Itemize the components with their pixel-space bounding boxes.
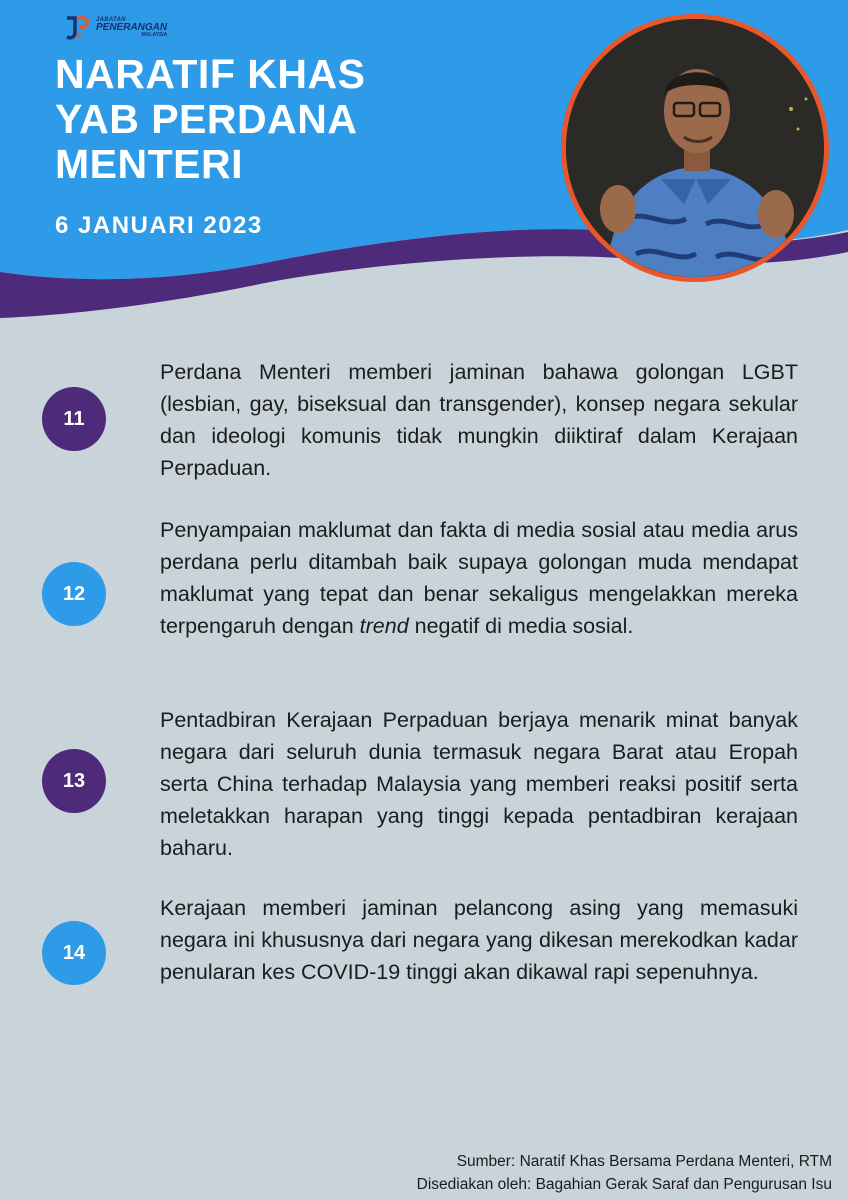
point-number-badge: 14 xyxy=(42,921,106,985)
point-text: Pentadbiran Kerajaan Perpaduan berjaya menarik minat banyak negara dari seluruh dunia termasuk negara Barat atau Eropah serta China terhadap Malaysia yang memberi reaksi positif serta meletakkan harapan yang tinggi kepada pentadbiran kerajaan baharu. xyxy=(160,708,798,860)
logo-line-2: PENERANGAN xyxy=(96,21,168,33)
jp-logo-icon xyxy=(62,12,92,42)
logo-line-1: JABATAN xyxy=(96,16,126,23)
point-text-part: Penyampaian maklumat dan fakta di media sosial atau media arus perdana perlu ditambah baik supaya golongan muda mendapat maklumat yang tepat dan benar sekaligus mengelakkan mereka terpengaruh dengan xyxy=(160,518,798,638)
point-text-part: negatif di media sosial. xyxy=(408,614,634,638)
jabatan-penerangan-logo xyxy=(62,12,167,42)
portrait-photo xyxy=(561,14,829,282)
page-title xyxy=(55,52,475,187)
prepared-by-credit: Disediakan oleh: Bagahian Gerak Saraf dan Pengurusan Isu xyxy=(416,1176,832,1193)
point-text: Perdana Menteri memberi jaminan bahawa golongan LGBT (lesbian, gay, biseksual dan transgender), konsep negara sekular dan ideologi komunis tidak mungkin diiktiraf dalam Kerajaan Perpaduan. xyxy=(160,360,798,480)
source-footer xyxy=(417,1150,832,1196)
point-number-badge: 13 xyxy=(42,749,106,813)
point-number-badge: 11 xyxy=(42,387,106,451)
date-label: 6 JANUARI 2023 xyxy=(55,212,263,239)
point-text xyxy=(160,514,798,642)
source-credit: Sumber: Naratif Khas Bersama Perdana Menteri, RTM xyxy=(456,1153,832,1170)
title-line-3: MENTERI xyxy=(55,141,243,187)
speaker-illustration xyxy=(566,19,824,277)
point-number-badge: 12 xyxy=(42,562,106,626)
point-text: Kerajaan memberi jaminan pelancong asing yang memasuki negara ini khususnya dari negara yang dikesan merekodkan kadar penularan kes COVID-19 tinggi akan dikawal rapi sepenuhnya. xyxy=(160,896,798,984)
title-line-2: YAB PERDANA xyxy=(55,96,358,142)
title-line-1: NARATIF KHAS xyxy=(55,51,366,97)
point-text-emphasis: trend xyxy=(359,614,409,638)
logo-line-3: MALAYSIA xyxy=(141,31,168,38)
